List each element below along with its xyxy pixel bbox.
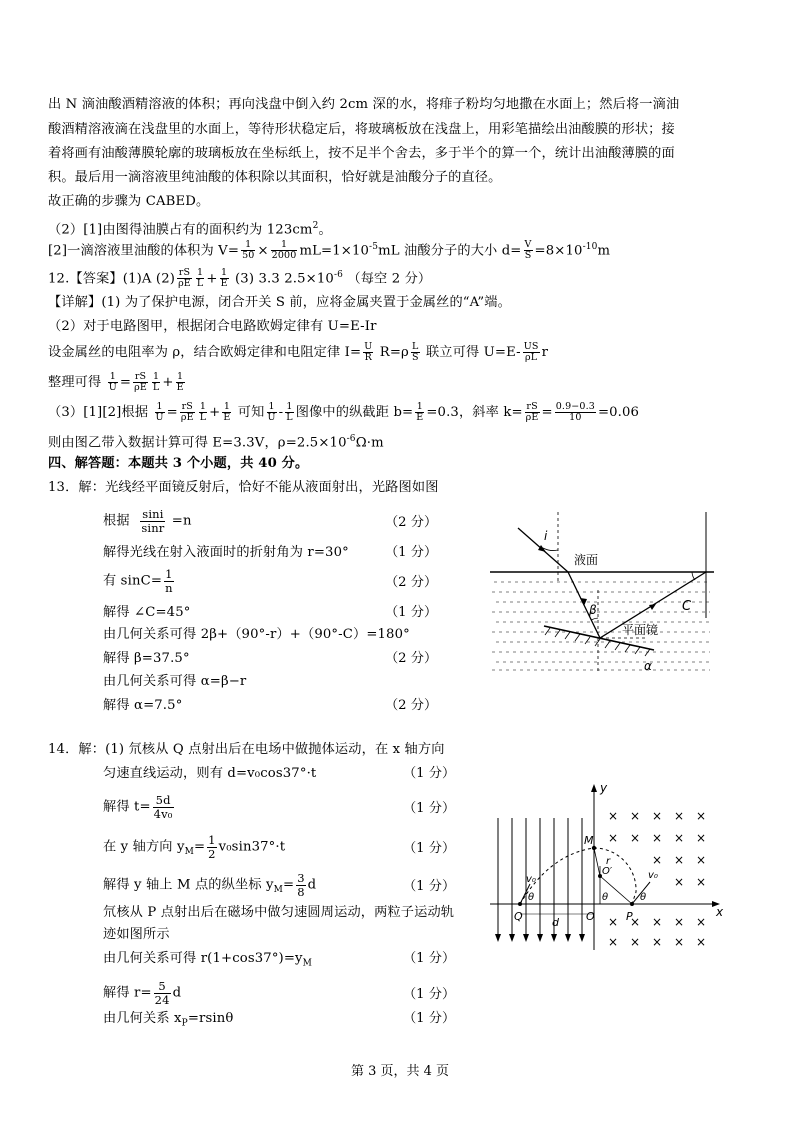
score: （1 分） [403, 801, 456, 816]
text-line: 由几何关系可得 2β+（90°-r）+（90°-C）=180° [103, 627, 410, 642]
cross-mark: × [696, 831, 707, 845]
liquid-hatching [492, 582, 710, 670]
cross-mark: × [608, 935, 619, 949]
text-line: 酸酒精溶液滴在浅盘里的水面上，等待形状稳定后，将玻璃板放在浅盘上，用彩笔描绘出油酸膜的形状；接 [48, 122, 675, 137]
angle-arc [543, 548, 558, 551]
cross-mark: × [696, 915, 707, 929]
text-line: （2）对于电路图甲，根据闭合电路欧姆定律有 U=E-Ir [48, 319, 377, 334]
score: （1 分） [403, 987, 456, 1002]
text-line: 13．解：光线经平面镜反射后，恰好不能从液面射出，光路图如图 [48, 480, 439, 495]
point-P [630, 902, 634, 906]
cross-mark: × [696, 853, 707, 867]
score: （2 分） [385, 515, 438, 530]
formula-line: [2]一滴溶液里油酸的体积为 V= $\frac{1}{50}$ × $\frac{1}{2000}$ $mL=1\times 10^{-5}mL$ 油酸分子的大小 d= $\frac{V}{S}$ $=8\times 10^{-10}m$ [48, 239, 611, 262]
field-diagram [490, 780, 726, 955]
formula-line: 12.【答案】(1)A (2) $\frac{rS}{\rho E}$ $\frac{1}{L}$ + $\frac{1}{E}$ (3) 3.3 $2.5\times 10^{-6}$ （每空 2 分） [48, 267, 432, 290]
label-theta: θ [528, 892, 535, 903]
score: （1 分） [403, 879, 456, 894]
formula-line: 解得 y 轴上 M 点的纵坐标 $y_M=$ $\frac{3}{8}$ d [103, 871, 317, 899]
label-mirror: 平面镜 [622, 623, 659, 637]
angle-arc [591, 618, 598, 620]
arrow-icon [591, 784, 597, 792]
electric-field-lines [498, 818, 582, 940]
label-d: d [552, 916, 559, 929]
cross-mark: × [674, 809, 685, 823]
text-line: 着将画有油酸薄膜轮廓的玻璃板放在坐标纸上，按不足半个舍去，多于半个的算一个，统计出油酸薄膜的面 [48, 146, 675, 161]
score: （2 分） [385, 698, 438, 713]
cross-mark: × [696, 875, 707, 889]
label-i: i [544, 529, 548, 543]
formula-line: 有 sinC= $\frac{1}{n}$ [103, 567, 173, 595]
formula-line: 由几何关系 $x_P=rsin\theta$ [103, 1011, 234, 1029]
score: （2 分） [385, 575, 438, 590]
score: （2 分） [385, 651, 438, 666]
cross-mark: × [630, 915, 641, 929]
cross-mark: × [652, 831, 663, 845]
score: （1 分） [385, 605, 438, 620]
text-line: 解得光线在射入液面时的折射角为 r=30° [103, 545, 349, 560]
angle-arc [692, 572, 695, 580]
text-line: 氘核从 P 点射出后在磁场中做匀速圆周运动，两粒子运动轨 [103, 905, 455, 920]
formula-line: 设金属丝的电阻率为 ρ，结合欧姆定律和电阻定律 I= $\frac{U}{R}$ R=ρ $\frac{L}{S}$ 联立可得 U=E- $\frac{US}{\rho L}$ r [48, 341, 549, 363]
text-line: 故正确的步骤为 CABED。 [48, 194, 210, 209]
label-theta: θ [640, 892, 647, 903]
text-line: 出 N 滴油酸酒精溶液的体积；再向浅盘中倒入约 2cm 深的水，将痱子粉均匀地撒在水面上；然后将一滴油 [48, 97, 680, 112]
label-y: y [600, 781, 608, 795]
cross-mark: × [652, 809, 663, 823]
section-heading: 四、解答题：本题共 3 个小题，共 40 分。 [48, 456, 309, 471]
cross-mark: × [608, 831, 619, 845]
cross-mark: × [652, 935, 663, 949]
cross-mark: × [674, 831, 685, 845]
label-C: C [682, 599, 692, 614]
radius-line [594, 848, 600, 876]
score: （1 分） [385, 545, 438, 560]
label-Q: Q [514, 910, 523, 923]
label-M: M [584, 834, 594, 847]
label-alpha: α [644, 659, 652, 673]
label-theta: θ [602, 892, 609, 903]
text-line: 匀速直线运动，则有 d=v₀cos37°·t [103, 766, 317, 781]
text-line: 解得 β=37.5° [103, 651, 190, 666]
cross-mark: × [630, 831, 641, 845]
formula-line: 解得 r= $\frac{5}{24}$ d [103, 979, 182, 1007]
cross-mark: × [674, 875, 685, 889]
score: （1 分） [403, 841, 456, 856]
label-liquid-surface: 液面 [574, 553, 599, 567]
point-Q [518, 902, 522, 906]
text-line: （2）[1]由图得油膜占有的面积约为 $123cm^2$。 [48, 221, 332, 238]
cross-mark: × [696, 809, 707, 823]
text-line: 积。最后用一滴溶液里纯油酸的体积除以其面积，恰好就是油酸分子的直径。 [48, 170, 502, 185]
formula-line: 整理可得 $\frac{1}{U}$ = $\frac{rS}{\rho E}$ $\frac{1}{L}$ + $\frac{1}{E}$ [48, 371, 184, 393]
cross-mark: × [608, 809, 619, 823]
cross-mark: × [630, 809, 641, 823]
text-line: 解得 ∠C=45° [103, 605, 191, 620]
cross-mark: × [652, 853, 663, 867]
score: （1 分） [403, 951, 456, 966]
label-r: r [606, 856, 611, 867]
cross-mark: × [674, 853, 685, 867]
text-line: 【详解】(1) 为了保护电源，闭合开关 S 前，应将金属夹置于金属丝的“A”端。 [48, 295, 511, 310]
formula-line: （3）[1][2]根据 $\frac{1}{U}$ = $\frac{rS}{\rho E}$ $\frac{1}{L}$ + $\frac{1}{E}$ 可知 $\frac{1}{U}$ - $\frac{1}{L}$ 图像中的纵截距 b= $\frac{1}{E}$ =0.3，斜率 k= $\frac{rS}{\rho E}$ = $\frac{0.9-0.3}{10}$ =0.06 [48, 401, 640, 423]
field-arrows [495, 934, 585, 942]
cross-mark: × [608, 915, 619, 929]
label-O: O [586, 910, 595, 923]
light-path-diagram [488, 510, 720, 676]
cross-mark: × [674, 935, 685, 949]
text-line: 迹如图所示 [103, 927, 170, 942]
score: （1 分） [403, 1011, 456, 1026]
label-v0: v₀ [526, 874, 536, 885]
label-v0: v₀ [648, 870, 658, 881]
text-line: 解得 α=7.5° [103, 698, 183, 713]
score: （1 分） [403, 766, 456, 781]
text-line: 由几何关系可得 α=β−r [103, 674, 247, 689]
page-footer: 第 3 页，共 4 页 [350, 1064, 450, 1079]
label-O-prime: O′ [602, 866, 613, 877]
cross-mark: × [696, 935, 707, 949]
label-x: x [716, 905, 724, 919]
label-beta: β [589, 603, 597, 617]
formula-line: 由几何关系可得 $r(1+\cos 37^\circ)=y_M$ [103, 951, 313, 969]
cross-mark: × [630, 935, 641, 949]
formula-line: 根据 $\frac{\sin i}{\sin r}$ =n [103, 507, 192, 535]
text-line: 则由图乙带入数据计算可得 E=3.3V，$\rho=2.5\times 10^{-6}\Omega\cdot m$ [48, 434, 384, 451]
cross-mark: × [652, 915, 663, 929]
text-line: 14．解：(1) 氘核从 Q 点射出后在电场中做抛体运动，在 x 轴方向 [48, 742, 445, 757]
formula-line: 解得 t= $\frac{5d}{\text{4v₀}}$ [103, 793, 173, 821]
formula-line: 在 y 轴方向 $y_M=$ $\frac{1}{2}$ v₀sin37°·t [103, 833, 286, 861]
label-P: P [626, 910, 633, 923]
cross-mark: × [674, 915, 685, 929]
